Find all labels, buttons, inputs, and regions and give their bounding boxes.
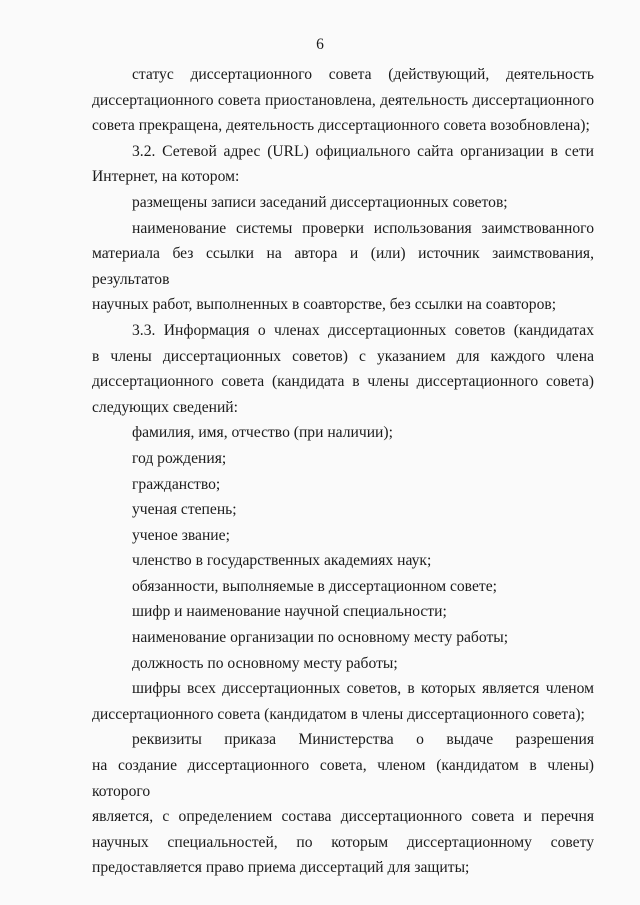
text-line: научных специальностей, по которым диссертационному совету xyxy=(92,833,594,851)
text-line: Интернет, на котором: xyxy=(92,168,240,186)
text-line: фамилия, имя, отчество (при наличии); xyxy=(132,424,393,442)
page-number: 6 xyxy=(316,36,324,53)
text-line: ученое звание; xyxy=(132,526,230,544)
text-line: научных работ, выполненных в соавторстве, без ссылки на соавторов; xyxy=(92,296,557,314)
text-line: наименование системы проверки использования заимствованного xyxy=(132,219,594,237)
text-line: размещены записи заседаний диссертационных советов; xyxy=(132,193,508,211)
text-line: на создание диссертационного совета, членом (кандидатом в члены) которого xyxy=(92,757,594,800)
text-line: материала без ссылки на автора и (или) источник заимствования, результатов xyxy=(92,245,594,288)
text-line: диссертационного совета (кандидата в члены диссертационного совета) xyxy=(92,373,594,391)
text-line: следующих сведений: xyxy=(92,398,238,416)
text-line: гражданство; xyxy=(132,475,221,493)
text-line: шифр и наименование научной специальности; xyxy=(132,603,447,621)
text-line: шифры всех диссертационных советов, в которых является членом xyxy=(132,680,594,698)
text-line: статус диссертационного совета (действующий, деятельность xyxy=(132,66,594,83)
text-line: диссертационного совета (кандидатом в члены диссертационного совета); xyxy=(92,705,585,723)
text-line: совета прекращена, деятельность диссертационного совета возобновлена); xyxy=(92,117,590,135)
text-line: обязанности, выполняемые в диссертационном совете; xyxy=(132,577,497,595)
text-line: ученая степень; xyxy=(132,501,237,519)
text-line: наименование организации по основному месту работы; xyxy=(132,629,509,647)
document-body xyxy=(92,62,594,881)
text-line: является, с определением состава диссертационного совета и перечня xyxy=(92,808,594,826)
text-line: предоставляется право приема диссертаций для защиты; xyxy=(92,859,470,877)
text-line: год рождения; xyxy=(132,449,227,467)
text-line: 3.2. Сетевой адрес (URL) официального сайта организации в сети xyxy=(132,142,594,160)
text-line: диссертационного совета приостановлена, деятельность диссертационного xyxy=(92,91,594,109)
text-line: членство в государственных академиях наук; xyxy=(132,552,432,570)
text-line: должность по основному месту работы; xyxy=(132,654,398,672)
text-line: в члены диссертационных советов) с указанием для каждого члена xyxy=(92,347,594,365)
text-line: 3.3. Информация о членах диссертационных советов (кандидатах xyxy=(132,321,594,339)
text-line: реквизиты приказа Министерства о выдаче разрешения xyxy=(132,731,594,749)
